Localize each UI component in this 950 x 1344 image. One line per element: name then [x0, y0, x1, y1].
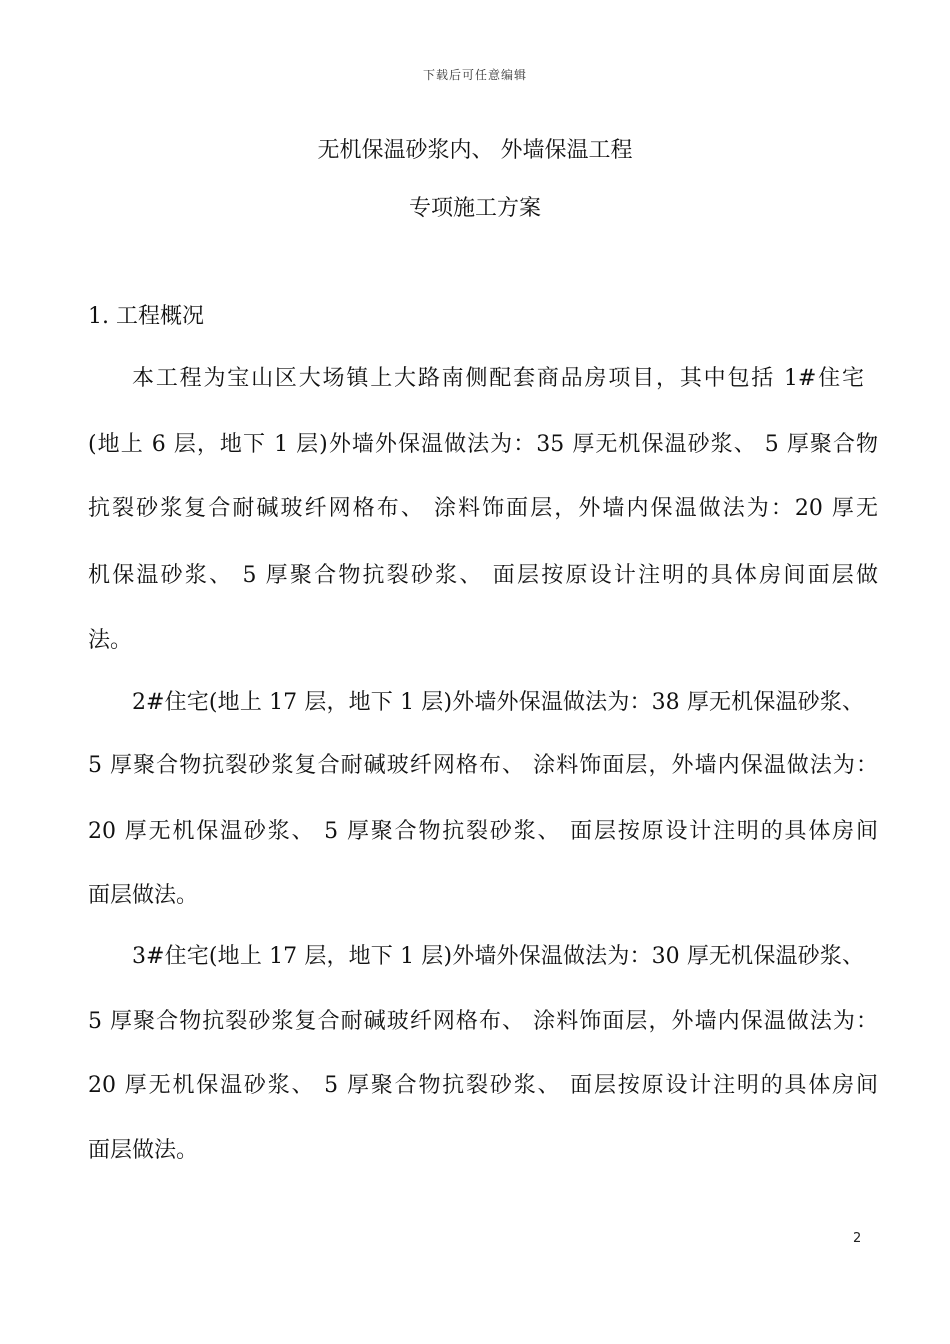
section-heading: 1. 工程概况 [88, 304, 204, 329]
paragraph-line: 抗裂砂浆复合耐碱玻纤网格布、 涂料饰面层，外墙内保温做法为：20 厚无 [88, 496, 878, 521]
paragraph-line: 2#住宅(地上 17 层，地下 1 层)外墙外保温做法为：38 厚无机保温砂浆、 [132, 690, 864, 715]
paragraph-line: (地上 6 层，地下 1 层)外墙外保温做法为：35 厚无机保温砂浆、 5 厚聚合物 [88, 432, 878, 457]
paragraph-line: 面层做法。 [88, 883, 199, 908]
paragraph-line: 本工程为宝山区大场镇上大路南侧配套商品房项目，其中包括 1#住宅 [132, 366, 864, 391]
paragraph-line: 面层做法。 [88, 1138, 199, 1163]
paragraph-line: 3#住宅(地上 17 层，地下 1 层)外墙外保温做法为：30 厚无机保温砂浆、 [132, 944, 864, 969]
page-header-note: 下载后可任意编辑 [422, 68, 527, 82]
paragraph-line: 5 厚聚合物抗裂砂浆复合耐碱玻纤网格布、 涂料饰面层，外墙内保温做法为： [88, 753, 878, 778]
paragraph-line: 20 厚无机保温砂浆、 5 厚聚合物抗裂砂浆、 面层按原设计注明的具体房间 [88, 819, 878, 844]
paragraph-line: 机保温砂浆、 5 厚聚合物抗裂砂浆、 面层按原设计注明的具体房间面层做 [88, 563, 878, 588]
paragraph-line: 20 厚无机保温砂浆、 5 厚聚合物抗裂砂浆、 面层按原设计注明的具体房间 [88, 1073, 878, 1098]
document-subtitle: 专项施工方案 [408, 196, 541, 221]
paragraph-line: 法。 [88, 628, 133, 653]
document-title: 无机保温砂浆内、 外墙保温工程 [317, 138, 633, 163]
paragraph-line: 5 厚聚合物抗裂砂浆复合耐碱玻纤网格布、 涂料饰面层，外墙内保温做法为： [88, 1009, 878, 1034]
page-number: 2 [853, 1231, 862, 1246]
